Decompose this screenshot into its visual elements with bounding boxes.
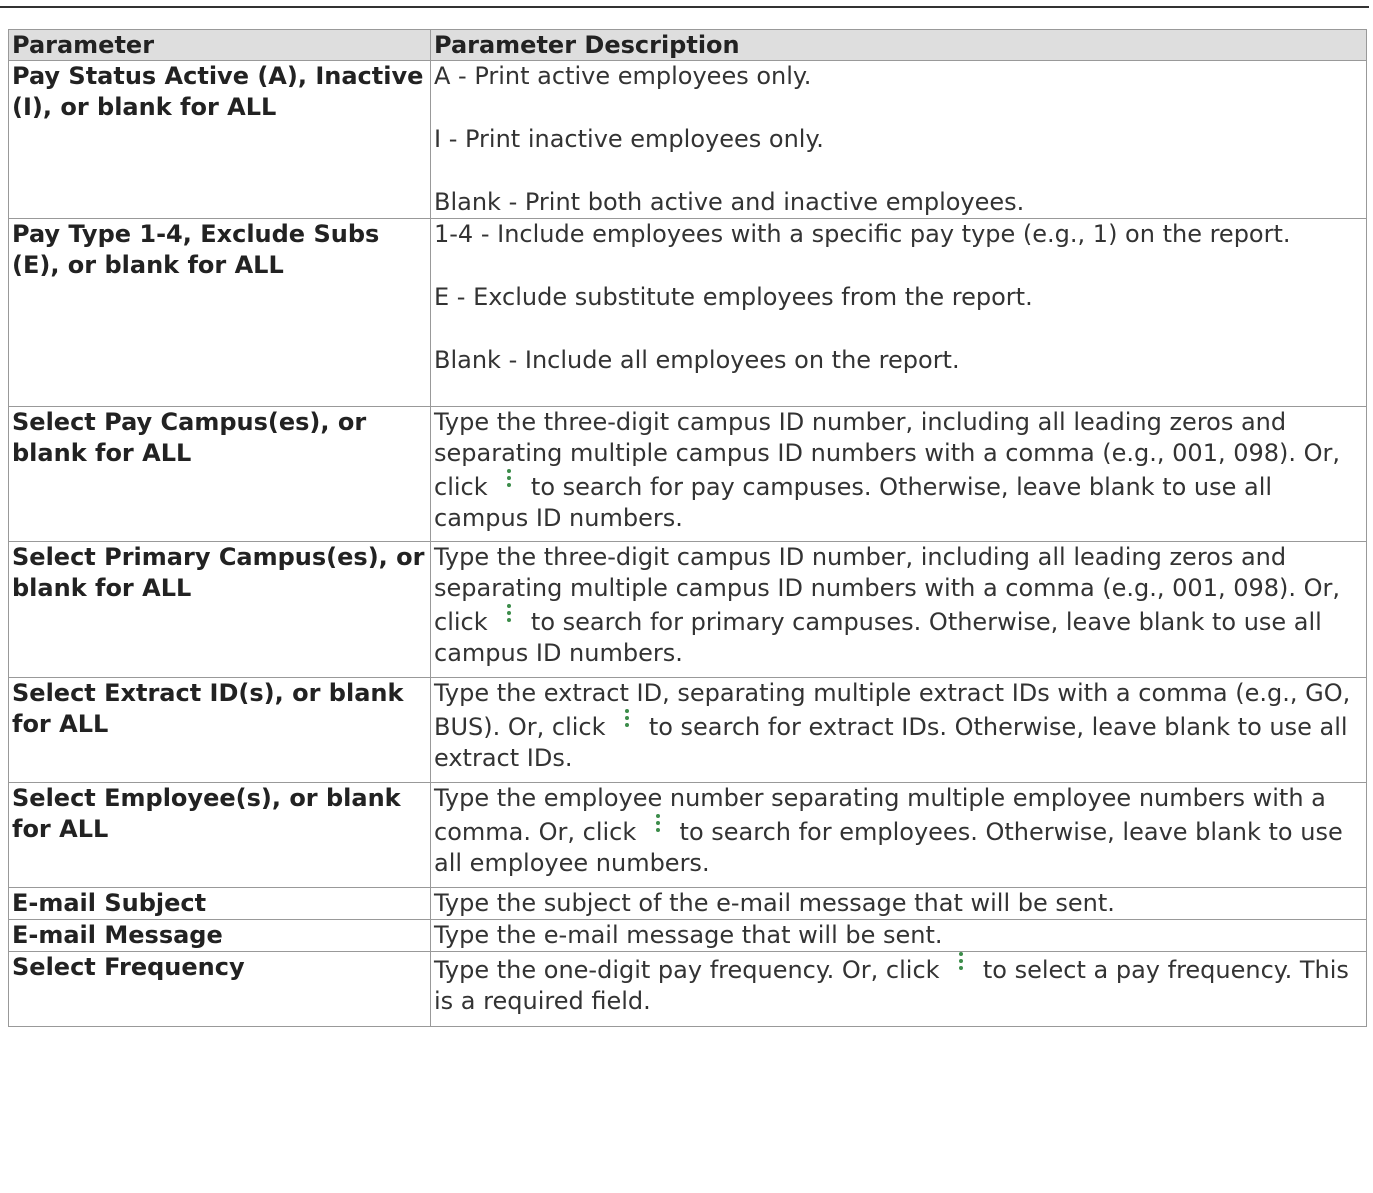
description-line: E - Exclude substitute employees from the report.: [434, 283, 1033, 311]
table-row: [9, 920, 1367, 952]
table-row: [9, 407, 1367, 542]
description-text: Type the employee number separating multiple employee numbers with a comma. Or, click: [434, 784, 1326, 846]
table-row: [9, 678, 1367, 783]
description-text: Type the one-digit pay frequency. Or, click: [434, 956, 940, 984]
kebab-menu-icon[interactable]: [499, 469, 519, 491]
parameter-name: Pay Status Active (A), Inactive (I), or blank for ALL: [9, 61, 431, 219]
description-line: A - Print active employees only.: [434, 62, 812, 90]
parameter-description: [431, 783, 1367, 888]
description-text: to search for primary campuses. Otherwise, leave blank to use all campus ID numbers.: [434, 608, 1322, 667]
description-line: I - Print inactive employees only.: [434, 125, 824, 153]
table-row: [9, 952, 1367, 1027]
parameter-description: Type the subject of the e-mail message that will be sent.: [431, 888, 1367, 920]
parameters-table: [8, 29, 1367, 1027]
parameter-description: [431, 407, 1367, 542]
description-text: to search for employees. Otherwise, leave blank to use all employee numbers.: [434, 818, 1343, 877]
parameter-description: [431, 678, 1367, 783]
description-text: to select a pay frequency. This is a required field.: [434, 956, 1349, 1015]
description-text: to search for pay campuses. Otherwise, leave blank to use all campus ID numbers.: [434, 473, 1273, 532]
parameter-name: Select Extract ID(s), or blank for ALL: [9, 678, 431, 783]
top-divider: [0, 6, 1369, 8]
parameter-description: [431, 952, 1367, 1027]
description-text: to search for extract IDs. Otherwise, leave blank to use all extract IDs.: [434, 713, 1348, 772]
column-header-parameter: Parameter: [9, 30, 431, 61]
description-line: 1-4 - Include employees with a specific pay type (e.g., 1) on the report.: [434, 220, 1291, 248]
kebab-menu-icon[interactable]: [951, 952, 971, 974]
column-header-description: Parameter Description: [431, 30, 1367, 61]
table-row: [9, 888, 1367, 920]
table-row: [9, 542, 1367, 678]
parameter-description: [431, 61, 1367, 219]
description-line: Blank - Include all employees on the report.: [434, 346, 960, 374]
description-text: Type the three-digit campus ID number, including all leading zeros and separating multiple campus ID numbers with a comma (e.g., 001, 098). Or, click: [434, 408, 1341, 501]
description-text: Type the extract ID, separating multiple extract IDs with a comma (e.g., GO, BUS). Or, click: [434, 679, 1351, 741]
table-row: [9, 219, 1367, 407]
kebab-menu-icon[interactable]: [499, 604, 519, 626]
parameter-name: E-mail Message: [9, 920, 431, 952]
parameter-name: Select Pay Campus(es), or blank for ALL: [9, 407, 431, 542]
parameter-description: [431, 219, 1367, 407]
kebab-menu-icon[interactable]: [648, 814, 668, 836]
parameter-name: E-mail Subject: [9, 888, 431, 920]
parameter-description: Type the e-mail message that will be sent.: [431, 920, 1367, 952]
table-row: [9, 783, 1367, 888]
parameter-name: Select Employee(s), or blank for ALL: [9, 783, 431, 888]
kebab-menu-icon[interactable]: [617, 709, 637, 731]
parameter-name: Select Primary Campus(es), or blank for ALL: [9, 542, 431, 678]
table-row: [9, 61, 1367, 219]
description-text: Type the three-digit campus ID number, including all leading zeros and separating multiple campus ID numbers with a comma (e.g., 001, 098). Or, click: [434, 543, 1341, 636]
parameter-name: Pay Type 1-4, Exclude Subs (E), or blank for ALL: [9, 219, 431, 407]
parameter-description: [431, 542, 1367, 678]
description-line: Blank - Print both active and inactive employees.: [434, 188, 1025, 216]
parameter-name: Select Frequency: [9, 952, 431, 1027]
table-header-row: [9, 30, 1367, 61]
